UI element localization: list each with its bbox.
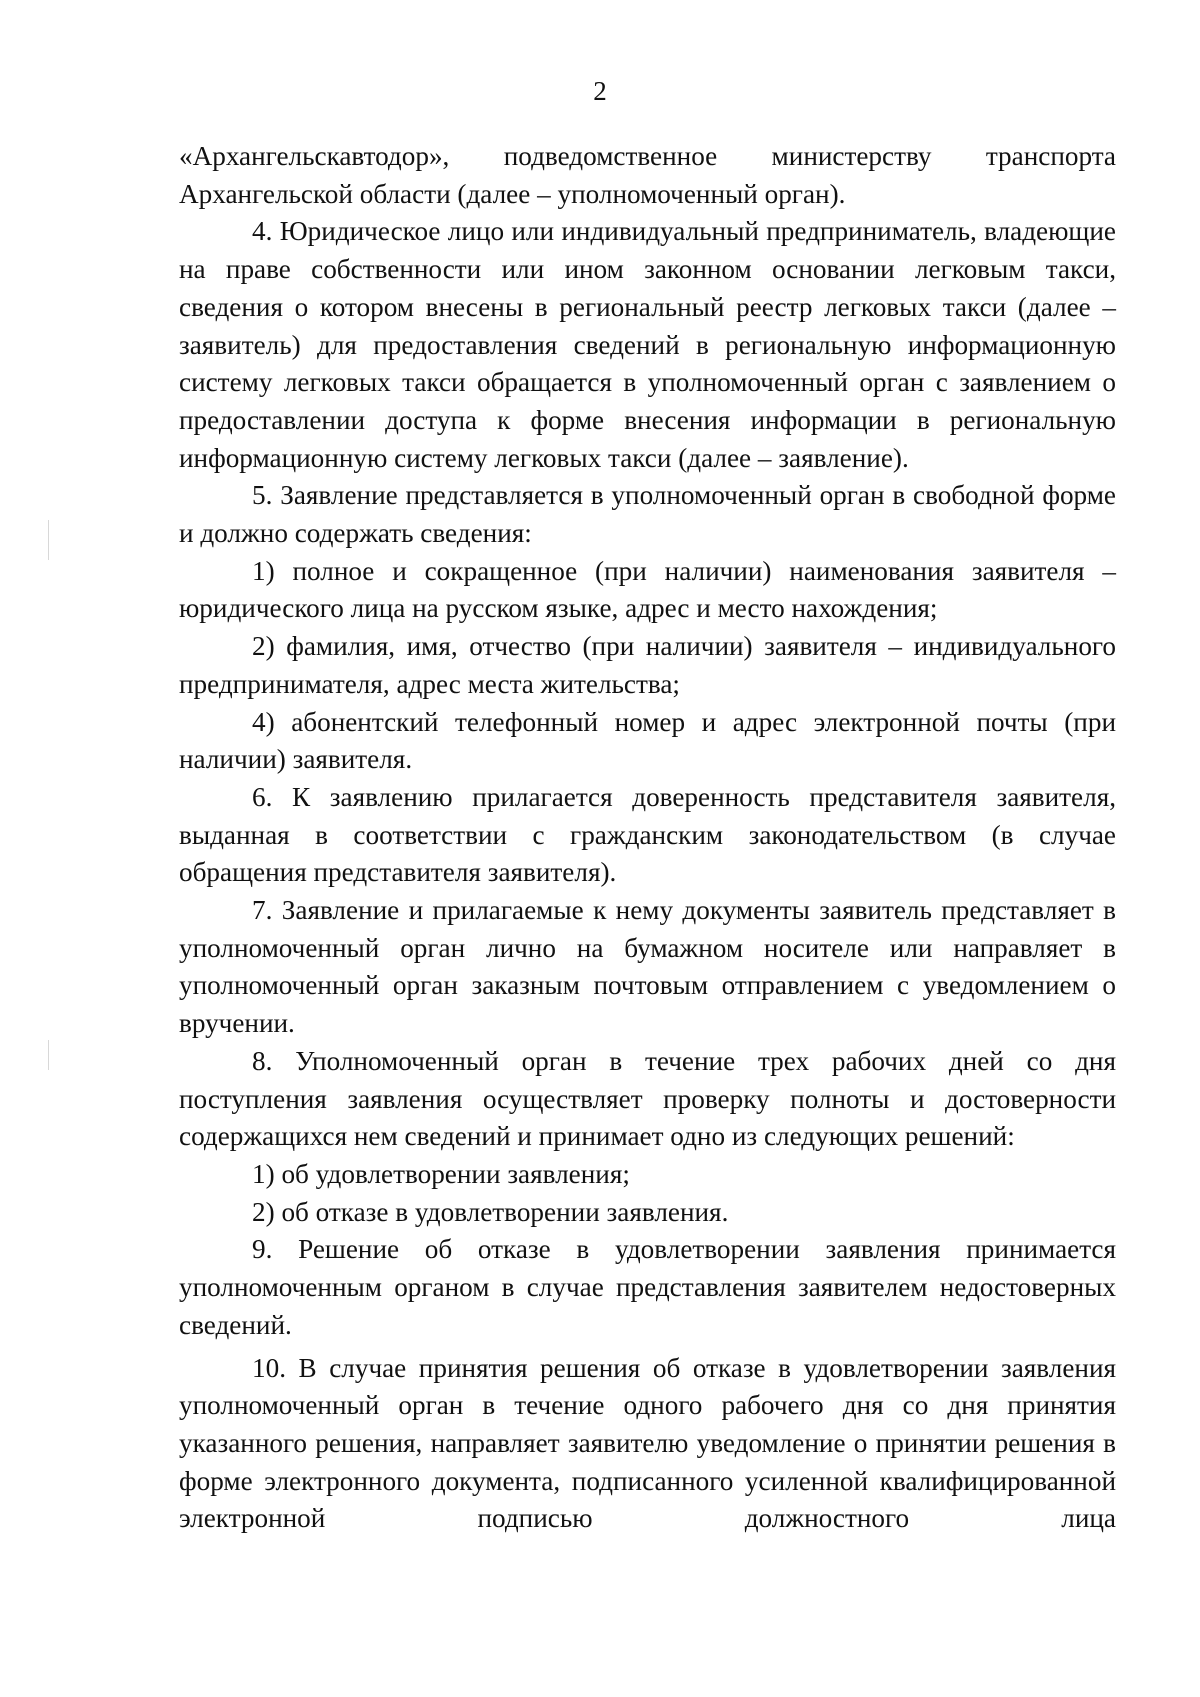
- paragraph-item-5: 5. Заявление представляется в уполномоченный орган в свободной форме и должно содержать сведения:: [179, 480, 1116, 549]
- subitem-5-2: 2) фамилия, имя, отчество (при наличии) заявителя – индивидуального предпринимателя, адрес места жительства;: [179, 631, 1116, 699]
- paragraph-continuation: «Архангельскавтодор», подведомственное министерству транспорта Архангельской области (далее – уполномоченный орган).: [179, 141, 1116, 209]
- subitem-5-1: 1) полное и сокращенное (при наличии) наименования заявителя – юридического лица на русском языке, адрес и место нахождения;: [179, 555, 1116, 624]
- subitem-8-2: 2) об отказе в удовлетворении заявления.: [252, 1196, 729, 1227]
- scan-edge-mark: [48, 520, 49, 560]
- paragraph-item-4: 4. Юридическое лицо или индивидуальный предприниматель, владеющие на праве собственности или ином законном основании легковым такси, сведения о котором внесены в региональный реестр легковых такси (далее – заявитель) для предоставления сведений в региональную информационную систему легковых такси обращается в уполномоченный орган с заявлением о предоставлении доступа к форме внесения информации в региональную информационную систему легковых такси (далее – заявление).: [179, 216, 1116, 473]
- paragraph-item-8: 8. Уполномоченный орган в течение трех рабочих дней со дня поступления заявления осуществляет проверку полноты и достоверности содержащихся нем сведений и принимает одно из следующих решений:: [179, 1045, 1116, 1152]
- subitem-5-4: 4) абонентский телефонный номер и адрес электронной почты (при наличии) заявителя.: [179, 706, 1116, 775]
- scan-edge-mark: [48, 1040, 49, 1070]
- page-number: 2: [593, 76, 607, 106]
- paragraph-item-7: 7. Заявление и прилагаемые к нему документы заявитель представляет в уполномоченный орган лично на бумажном носителе или направляет в уполномоченный орган заказным почтовым отправлением с уведомлением о вручении.: [179, 895, 1116, 1039]
- subitem-8-1: 1) об удовлетворении заявления;: [252, 1158, 630, 1189]
- document-body: [179, 138, 1116, 1538]
- paragraph-item-6: 6. К заявлению прилагается доверенность представителя заявителя, выданная в соответствии с гражданским законодательством (в случае обращения представителя заявителя).: [179, 781, 1116, 888]
- paragraph-item-9: 9. Решение об отказе в удовлетворении заявления принимается уполномоченным органом в случае представления заявителем недостоверных сведений.: [179, 1234, 1116, 1340]
- paragraph-item-10: 10. В случае принятия решения об отказе в удовлетворении заявления уполномоченный орган в течение одного рабочего дня со дня принятия указанного решения, направляет заявителю уведомление о принятии решения в форме электронного документа, подписанного усиленной квалифицированной электронной подписью должностного лица: [179, 1352, 1116, 1534]
